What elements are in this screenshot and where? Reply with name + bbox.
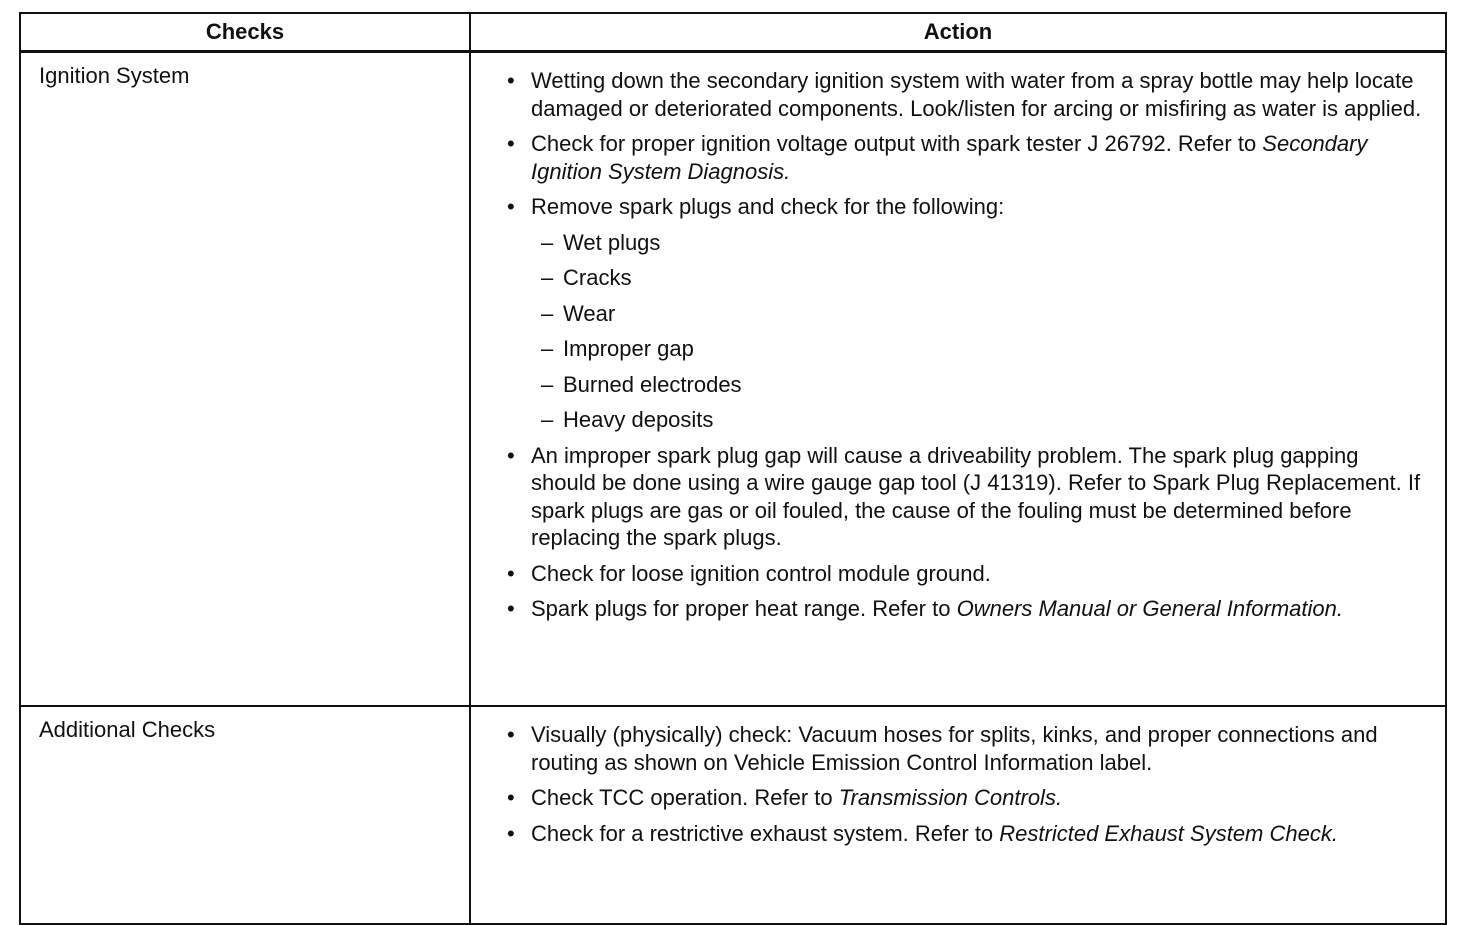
sub-item-list: [531, 229, 1425, 434]
sub-item: – Cracks: [531, 264, 1425, 292]
action-text: Wetting down the secondary ignition system with water from a spray bottle may help locate damaged or deteriorated components. Look/listen for arcing or misfiring as water is applied.: [531, 68, 1422, 121]
check-name: Ignition System: [20, 52, 470, 707]
sub-item: – Wear: [531, 300, 1425, 328]
action-item: [507, 560, 1425, 588]
action-list: [507, 67, 1425, 623]
diagnostic-checks-table: [19, 12, 1447, 925]
action-text: Check for proper ignition voltage output with spark tester J 26792. Refer to: [531, 131, 1263, 156]
action-cell: [470, 706, 1446, 924]
sub-item: – Improper gap: [531, 335, 1425, 363]
action-item: [507, 820, 1425, 848]
action-cell: [470, 52, 1446, 707]
sub-item: – Burned electrodes: [531, 371, 1425, 399]
reference-text: Secondary Ignition System Diagnosis.: [531, 131, 1368, 184]
sub-item: – Wet plugs: [531, 229, 1425, 257]
action-text: An improper spark plug gap will cause a driveability problem. The spark plug gapping should be done using a wire gauge gap tool (J 41319). Refer to Spark Plug Replacement. If spark plugs are gas or oil fouled, the cause of the fouling must be determined before replacing the spark plugs.: [531, 442, 1421, 550]
action-item: [507, 442, 1425, 552]
action-text: Remove spark plugs and check for the following:: [531, 194, 1005, 219]
table-row-additional-checks: [20, 706, 1446, 924]
action-item: [507, 130, 1425, 185]
action-item: [507, 67, 1425, 122]
action-item: [507, 595, 1425, 623]
header-action: Action: [470, 13, 1446, 52]
action-item: [507, 193, 1425, 434]
check-name: Additional Checks: [20, 706, 470, 924]
action-text: Check for loose ignition control module ground.: [531, 560, 991, 586]
action-text: Visually (physically) check: Vacuum hoses for splits, kinks, and proper connections and routing as shown on Vehicle Emission Control Information label.: [531, 722, 1378, 775]
action-text: Check TCC operation. Refer to: [531, 785, 839, 810]
action-text: Check for a restrictive exhaust system. Refer to: [531, 820, 1000, 846]
action-list: [507, 721, 1425, 847]
reference-text: Transmission Controls.: [838, 785, 1063, 810]
reference-text: Restricted Exhaust System Check.: [999, 820, 1338, 846]
reference-text: Owners Manual or General Information.: [956, 596, 1343, 621]
action-text: Spark plugs for proper heat range. Refer to: [531, 596, 957, 621]
sub-item: – Heavy deposits: [531, 406, 1425, 434]
header-checks: Checks: [20, 13, 470, 52]
table-header-row: [20, 13, 1446, 52]
table-row-ignition-system: [20, 52, 1446, 707]
action-item: [507, 784, 1425, 812]
action-item: [507, 721, 1425, 776]
